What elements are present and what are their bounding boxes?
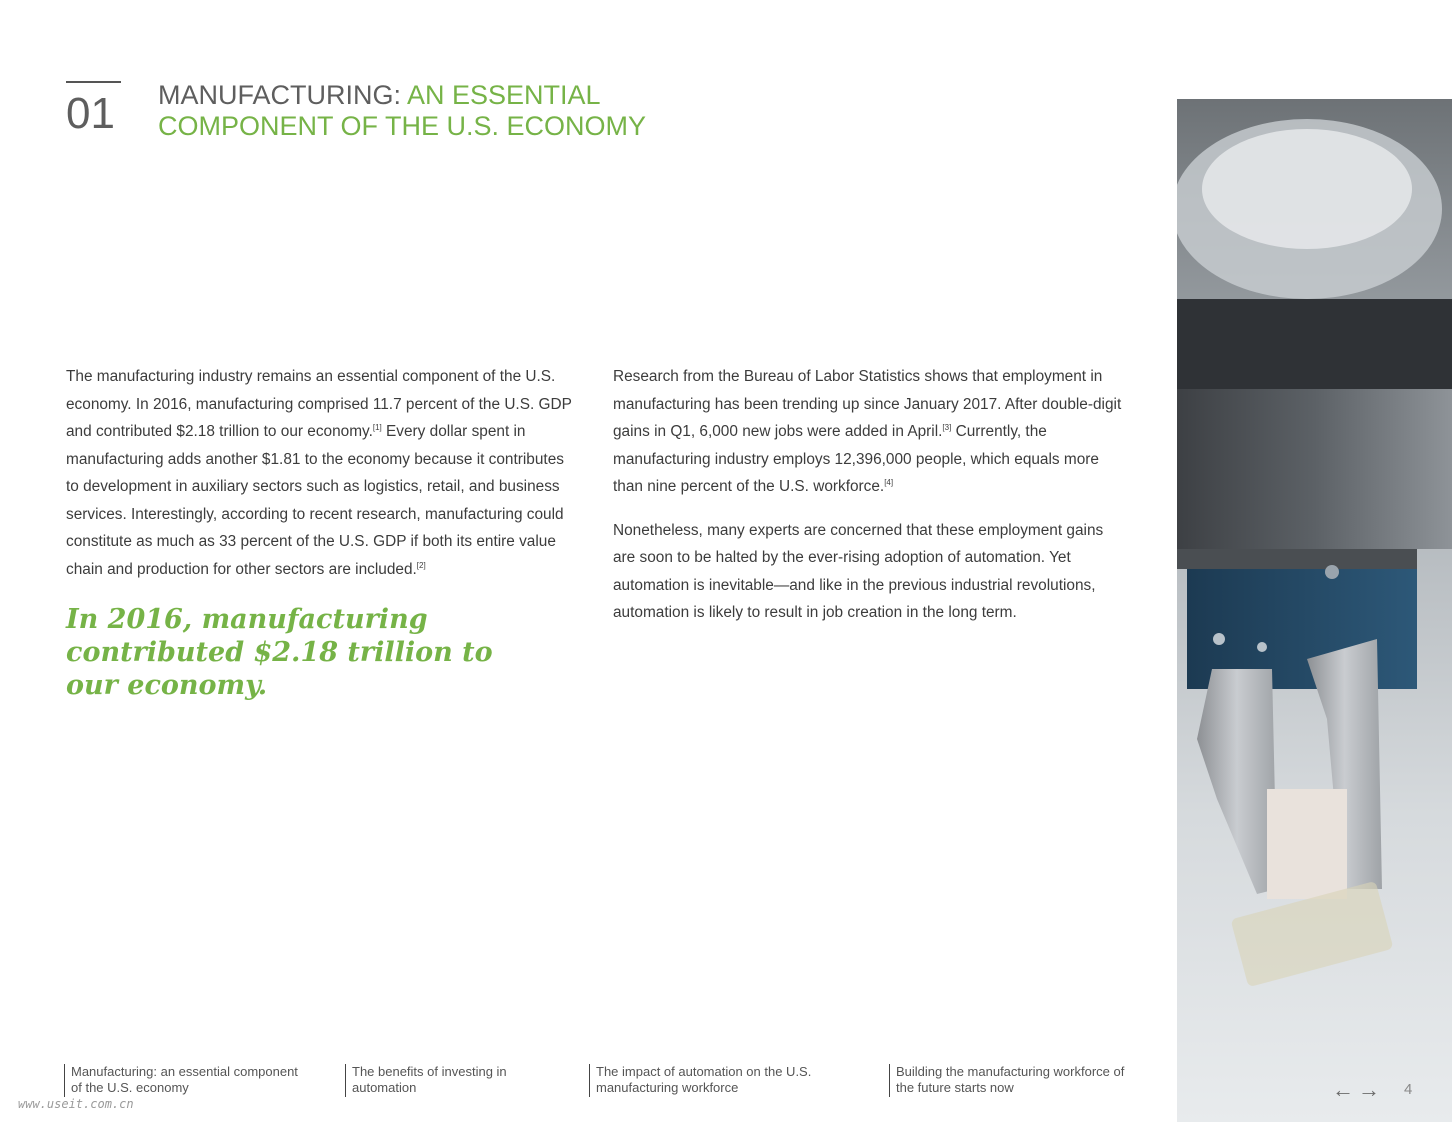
- robot-gripper-illustration: [1177, 99, 1452, 1122]
- page-arrows: [1332, 1077, 1384, 1103]
- footer-nav-item-4[interactable]: Building the manufacturing workforce of the future starts now: [889, 1064, 1136, 1097]
- prev-arrow-icon[interactable]: ←: [1332, 1077, 1358, 1102]
- left-column: [66, 363, 578, 702]
- left-paragraph-text: The manufacturing industry remains an essential component of the U.S. economy. In 2016, manufacturing comprised 11.7 percent of the U.S. GDP and contributed $2.18 trillion to our economy.: [66, 368, 572, 440]
- footnote-ref-2: [2]: [416, 560, 426, 570]
- right-paragraph-1-text-cont: Currently, the manufacturing industry employs 12,396,000 people, which equals more than nine percent of the U.S. workforce.: [613, 423, 1099, 495]
- right-paragraph-2: Nonetheless, many experts are concerned that these employment gains are soon to be halted by the ever-rising adoption of automation. Yet automation is inevitable—and like in the previous industrial revolutions, automation is likely to result in job creation in the long term.: [613, 521, 1104, 621]
- footer-nav-item-3[interactable]: The impact of automation on the U.S. manufacturing workforce: [589, 1064, 826, 1097]
- left-paragraph: [66, 363, 578, 583]
- footer-nav: [0, 1064, 1177, 1104]
- section-title-part1: MANUFACTURING:: [158, 80, 408, 110]
- watermark: www.useit.com.cn: [18, 1097, 134, 1111]
- right-paragraph-1: [613, 363, 1129, 501]
- footnote-ref-4: [4]: [884, 478, 894, 487]
- left-paragraph-text-cont: Every dollar spent in manufacturing adds another $1.81 to the economy because it contributes to development in auxiliary sectors such as logistics, retail, and business services. Interestingly, according to recent research, manufacturing could constitute as much as 33 percent of the U.S. GDP if both its entire value chain and production for other sectors are included.: [66, 423, 564, 578]
- pull-quote: In 2016, manufacturing contributed $2.18 trillion to our economy.: [66, 604, 493, 701]
- next-arrow-icon[interactable]: →: [1358, 1077, 1384, 1102]
- footer-nav-item-2[interactable]: The benefits of investing in automation: [345, 1064, 532, 1097]
- right-paragraph-1-text: Research from the Bureau of Labor Statistics shows that employment in manufacturing has been trending up since January 2017. After double-digit gains in Q1, 6,000 new jobs were added in April.: [613, 368, 1122, 440]
- page-number: 4: [1404, 1081, 1413, 1098]
- section-number: 01: [66, 89, 115, 138]
- section-rule: [66, 81, 121, 83]
- footnote-ref-1: [1]: [372, 423, 382, 432]
- section-title: [158, 80, 718, 142]
- footer-nav-item-1[interactable]: Manufacturing: an essential component of the U.S. economy: [64, 1064, 301, 1097]
- right-column: [613, 363, 1129, 643]
- footnote-ref-3: [3]: [942, 423, 952, 432]
- section-title-part2: AN ESSENTIAL COMPONENT OF THE U.S. ECONOMY: [158, 80, 647, 141]
- robot-gripper-photo: [1177, 99, 1452, 1122]
